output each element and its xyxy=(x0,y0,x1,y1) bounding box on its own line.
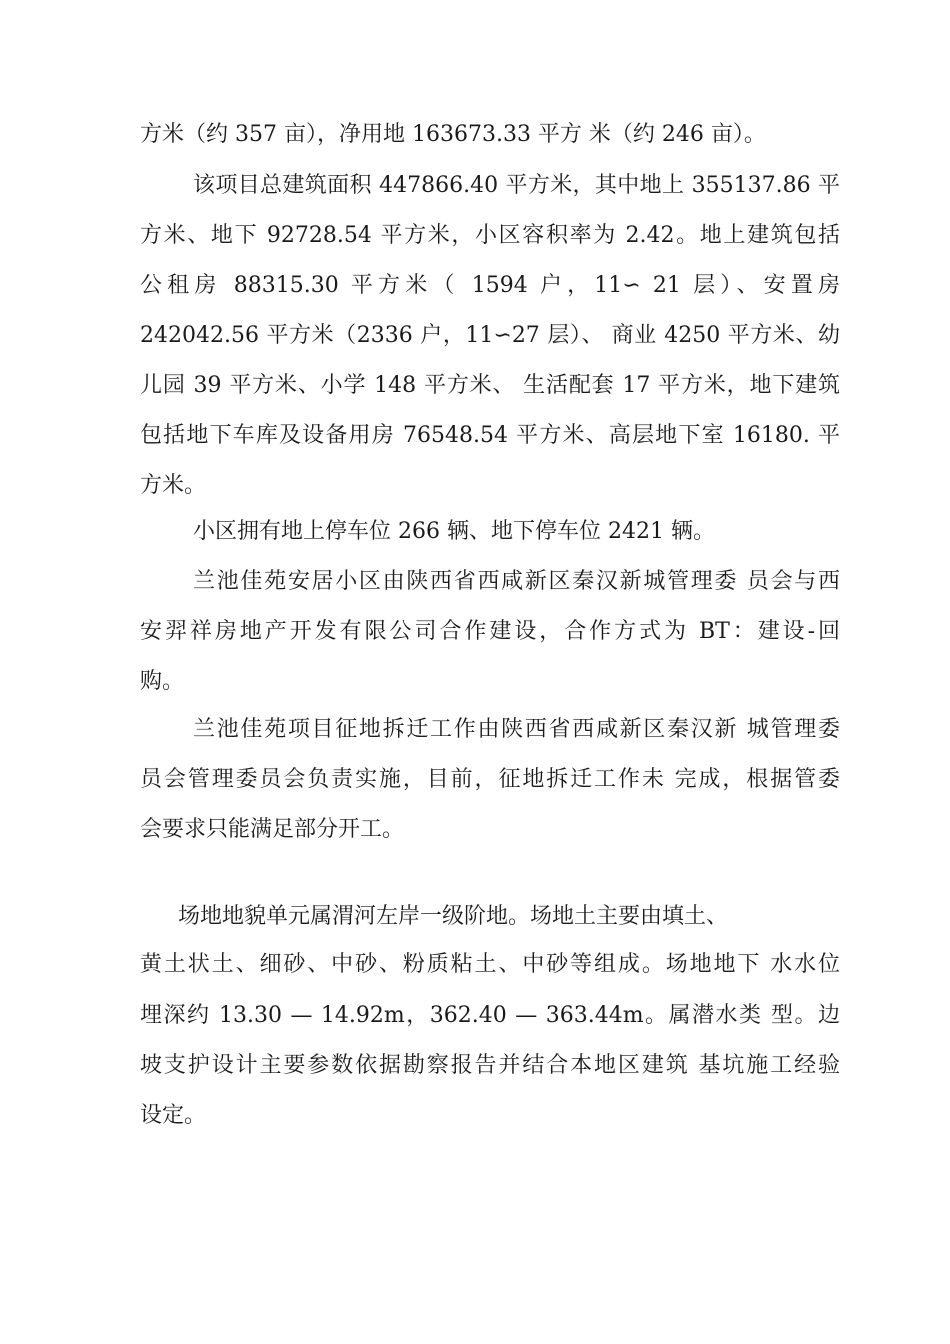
text-line: 方米、地下 92728.54 平方米，小区容积率为 2.42。地上建筑包括 xyxy=(140,223,840,248)
text-line: 埋深约 13.30 — 14.92m，362.40 — 363.44m。属潜水类 型。边 xyxy=(140,1003,840,1028)
text-line: 方米（约 357 亩），净用地 163673.33 平方 米（约 246 亩）。 xyxy=(140,122,766,147)
text-line: 设定。 xyxy=(140,1103,207,1128)
text-line: 会要求只能满足部分开工。 xyxy=(140,817,405,842)
text-line: 兰池佳苑安居小区由陕西省西咸新区秦汉新城管理委 员会与西 xyxy=(193,569,840,594)
text-line: 兰池佳苑项目征地拆迁工作由陕西省西咸新区秦汉新 城管理委 xyxy=(193,717,840,742)
text-line: 小区拥有地上停车位 266 辆、地下停车位 2421 辆。 xyxy=(193,519,715,544)
text-line: 员会管理委员会负责实施，目前，征地拆迁工作未 完成，根据管委 xyxy=(140,767,840,792)
text-line: 公租房 88315.30 平方米（ 1594 户，11∽ 21 层）、安置房 xyxy=(140,273,840,298)
text-line: 坡支护设计主要参数依据勘察报告并结合本地区建筑 基坑施工经验 xyxy=(140,1053,840,1078)
text-line: 购。 xyxy=(140,669,185,694)
text-line: 方米。 xyxy=(140,473,207,498)
text-line: 安羿祥房地产开发有限公司合作建设，合作方式为 BT：建设-回 xyxy=(140,619,840,644)
text-line: 242042.56 平方米（2336 户，11∽27 层）、 商业 4250 平方米、幼 xyxy=(140,323,840,348)
text-line: 儿园 39 平方米、小学 148 平方米、 生活配套 17 平方米，地下建筑 xyxy=(140,373,840,398)
text-line: 场地地貌单元属渭河左岸一级阶地。场地土主要由填土、 xyxy=(178,904,729,929)
text-line: 该项目总建筑面积 447866.40 平方米，其中地上 355137.86 平 xyxy=(193,173,840,198)
text-line: 包括地下车库及设备用房 76548.54 平方米、高层地下室 16180. 平 xyxy=(140,423,840,448)
text-line: 黄土状土、细砂、中砂、粉质粘土、中砂等组成。场地地下 水水位 xyxy=(140,952,840,977)
